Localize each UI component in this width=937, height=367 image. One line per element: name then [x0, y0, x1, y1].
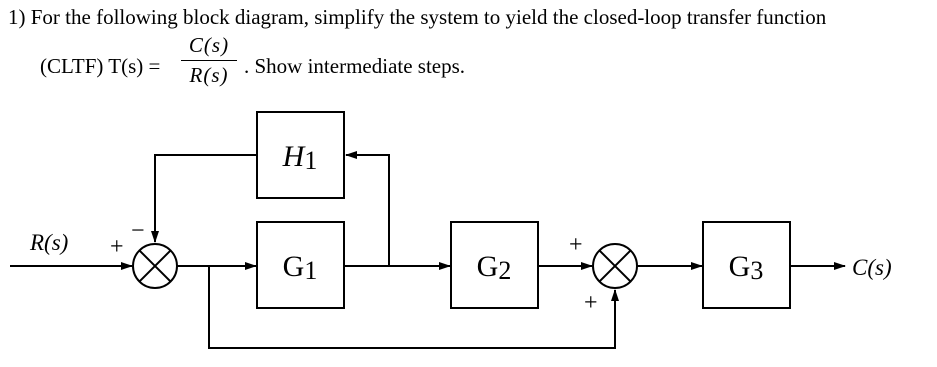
sum2-sign-plus-top: + — [569, 232, 583, 258]
block-g3-label: G3 — [728, 250, 764, 285]
fraction-denominator: R(s) — [189, 63, 229, 87]
input-label: R(s) — [30, 230, 69, 255]
sum2-sign-plus-bottom: + — [584, 290, 598, 316]
sum1-sign-plus: + — [110, 234, 124, 260]
block-g2-label: G2 — [476, 250, 512, 285]
sum1-sign-minus: − — [131, 218, 145, 244]
block-g1-label: G1 — [282, 250, 318, 285]
fraction-numerator: C(s) — [188, 33, 230, 57]
output-label: C(s) — [852, 255, 892, 280]
problem-statement-cltf-label: (CLTF) T(s) = — [40, 54, 161, 78]
h1-feedback-return — [155, 155, 257, 242]
problem-statement-line1: 1) For the following block diagram, simplify the system to yield the closed-loop transfer function — [8, 5, 827, 29]
h1-feedback-pickoff — [346, 155, 389, 266]
problem-statement-instruction: . Show intermediate steps. — [244, 54, 466, 78]
block-h1-label: H1 — [282, 140, 318, 175]
